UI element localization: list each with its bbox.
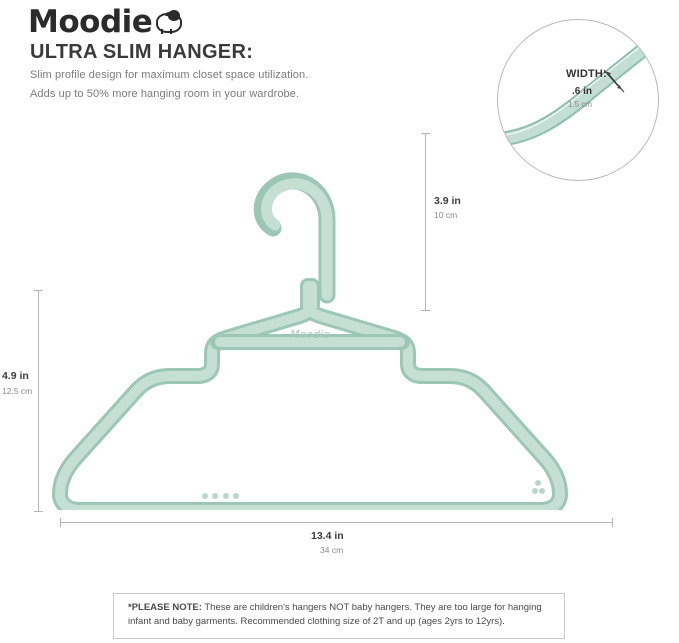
brand-logo <box>28 4 184 40</box>
hanger-illustration <box>30 110 590 515</box>
hook-height-metric: 10 cm <box>434 210 458 220</box>
total-width-dimension-line <box>60 522 613 523</box>
total-width-cap-left <box>60 518 61 527</box>
please-note-box <box>113 593 565 639</box>
sheep-icon <box>154 9 184 35</box>
note-prefix: *PLEASE NOTE: <box>128 602 202 613</box>
note-text-1: These are children's hangers NOT baby hangers. They are too large for hanging <box>201 602 542 613</box>
hook-height-value: 3.9 in <box>434 195 461 207</box>
page-title: ULTRA SLIM HANGER: <box>30 41 254 63</box>
total-height-metric: 12.5 cm <box>2 386 33 396</box>
note-line-1 <box>128 601 554 615</box>
hook-height-cap-bottom <box>421 310 430 311</box>
total-width-value: 13.4 in <box>311 530 344 542</box>
total-height-dimension-line <box>38 290 39 511</box>
detail-label: WIDTH: <box>566 68 607 80</box>
total-height-cap-bottom <box>34 511 43 512</box>
total-width-metric: 34 cm <box>320 545 344 555</box>
note-line-2: infant and baby garments. Recommended clothing size of 2T and up (ages 2yrs to 12yrs). <box>128 616 505 627</box>
hook-height-dimension-line <box>425 133 426 310</box>
hook-height-cap-top <box>421 133 430 134</box>
subtitle-line-1: Slim profile design for maximum closet space utilization. <box>30 69 309 81</box>
brand-name: Moodie <box>28 4 153 40</box>
total-width-cap-right <box>612 518 613 527</box>
total-height-value: 4.9 in <box>2 370 29 382</box>
detail-value-imperial: .6 in <box>572 86 593 97</box>
total-height-cap-top <box>34 290 43 291</box>
detail-value-metric: 1.5 cm <box>568 100 593 109</box>
subtitle-line-2: Adds up to 50% more hanging room in your wardrobe. <box>30 88 300 100</box>
svg-text:Moodie: Moodie <box>290 328 330 341</box>
